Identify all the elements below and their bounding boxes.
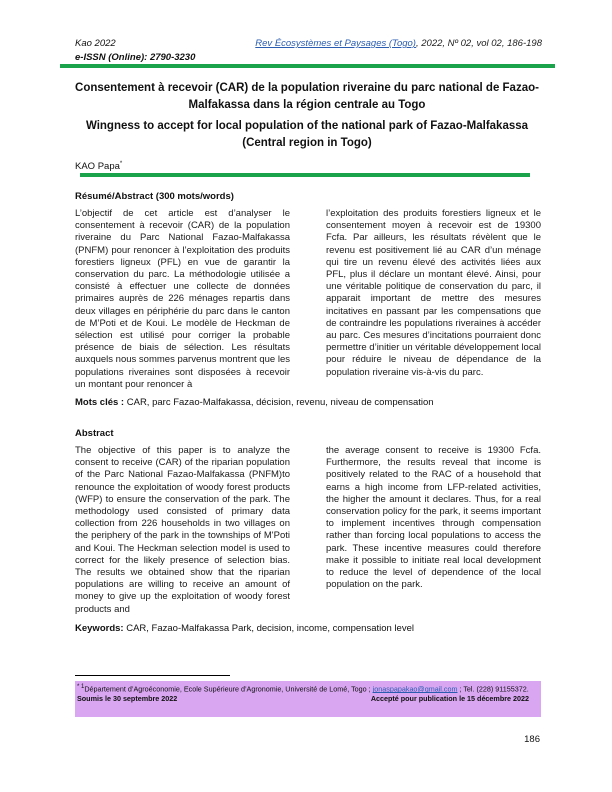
mots-cles-label: Mots clés :: [75, 397, 125, 408]
accepted-date: Accepté pour publication le 15 décembre 2022: [370, 694, 529, 704]
header-right: [255, 38, 542, 49]
author-name: KAO Papa: [75, 161, 120, 173]
resume-column-2: l’exploitation des produits forestiers ligneux et le consentement moyen à recevoir est de 19300 Fcfa. Par ailleurs, les résultats révèlent que le revenu est positivement lié au CAR d’un ménage qui tire un revenu élevé des activités liées aux PFL, plus il déclare un montant élevé. Ainsi, pour une véritable politique de conservation du parc, il apparait important de mettre des mesures incitatives en passant par les compensations que de contraindre les populations riveraines à accéder au parc. Ces mesures d’incitations pourraient donc permettre d’initier un véritable développement local pour réduire le niveau de dépendance de la population riveraine vis-à-vis du parc.: [326, 208, 541, 378]
footnote-affiliation: [77, 683, 539, 693]
mots-cles-text: CAR, parc Fazao-Malfakassa, décision, revenu, niveau de compensation: [124, 397, 434, 408]
author: [75, 161, 122, 172]
footnote-tel: ; Tel. (228) 91155372.: [457, 684, 529, 694]
header-author-year: Kao 2022: [75, 38, 116, 49]
keywords-label: Keywords:: [75, 623, 124, 634]
footnote-mark: * 1: [77, 684, 85, 690]
header-issn: e-ISSN (Online): 2790-3230: [75, 52, 196, 63]
footnote-divider: [75, 675, 230, 676]
keywords: [75, 623, 414, 634]
resume-heading: Résumé/Abstract (300 mots/words): [75, 191, 234, 202]
journal-link[interactable]: Rev Écosystèmes et Paysages (Togo): [255, 38, 416, 49]
abstract-column-1: The objective of this paper is to analyze the consent to receive (CAR) of the riparian population of the Parc National Fazao-Malfakassa (PNFM)to renounce the exploitation of woody forest products (WFP) to ensure the conservation of the park. The methodology used consisted of primary data collection from 226 households in two villages on the periphery of the park in the townships of M'Poti and Koui. The Heckman selection model is used to correct for the likely presence of selection bias. The results we obtained show that the riparian populations are willing to receive an amount of money to give up the exploitation of woody forest products and: [75, 445, 290, 615]
title-english: Wingness to accept for local population of the national park of Fazao-Malfakassa (Central region in Togo): [85, 120, 529, 149]
title-french: Consentement à recevoir (CAR) de la population riveraine du parc national de Fazao-Malfakassa dans la région centrale au Togo: [75, 82, 539, 111]
resume-column-1: L’objectif de cet article est d’analyser le consentement à recevoir (CAR) de la population riveraine du Parc National Fazao-Malfakassa (PNFM) pour renoncer à l’exploitation des produits forestiers ligneux (PFL) en vue de garantir la conservation du parc. La méthodologie utilisée a consisté à effectuer une collecte de données primaires auprès de 226 ménages repartis dans deux villages en périphérie du parc dans le canton de M’Poti et de Koui. Le modèle de Heckman de sélection est utilisé pour corriger la probable présence de biais de sélection. Les résultats auxquels nous sommes parvenus montrent que les populations riveraines sont disposées à recevoir un montant pour renoncer à: [75, 208, 290, 390]
footnote-text: Département d’Agroéconomie, Ecole Supérieure d’Agronomie, Université de Lomé, Togo ;: [84, 684, 373, 694]
journal-citation: , 2022, Nº 02, vol 02, 186-198: [415, 38, 542, 49]
header-left: [75, 38, 195, 63]
top-divider: [60, 64, 555, 68]
footnote-dates: [77, 694, 539, 703]
section-divider: [80, 173, 530, 177]
page-number: 186: [524, 734, 540, 745]
submitted-date: Soumis le 30 septembre 2022: [77, 694, 178, 704]
abstract-heading: Abstract: [75, 428, 114, 439]
keywords-text: CAR, Fazao-Malfakassa Park, decision, income, compensation level: [123, 623, 414, 634]
footnote-box: [75, 681, 541, 717]
mots-cles: [75, 397, 434, 408]
author-email-link[interactable]: jonaspapakao@gmail.com: [372, 684, 458, 694]
abstract-column-2: the average consent to receive is 19300 Fcfa. Furthermore, the results reveal that income is positively related to the RAC of a household that earns a high income from LFP-related activities, the higher the amount it declares. Thus, for a real conservation policy for the park, it seems important to implement incentives through compensation rather than forcing local populations to access the park. These incentive measures could therefore make it possible to initiate real local development to reduce the level of dependence of the local population on the park.: [326, 445, 541, 591]
author-mark: *: [119, 161, 123, 167]
